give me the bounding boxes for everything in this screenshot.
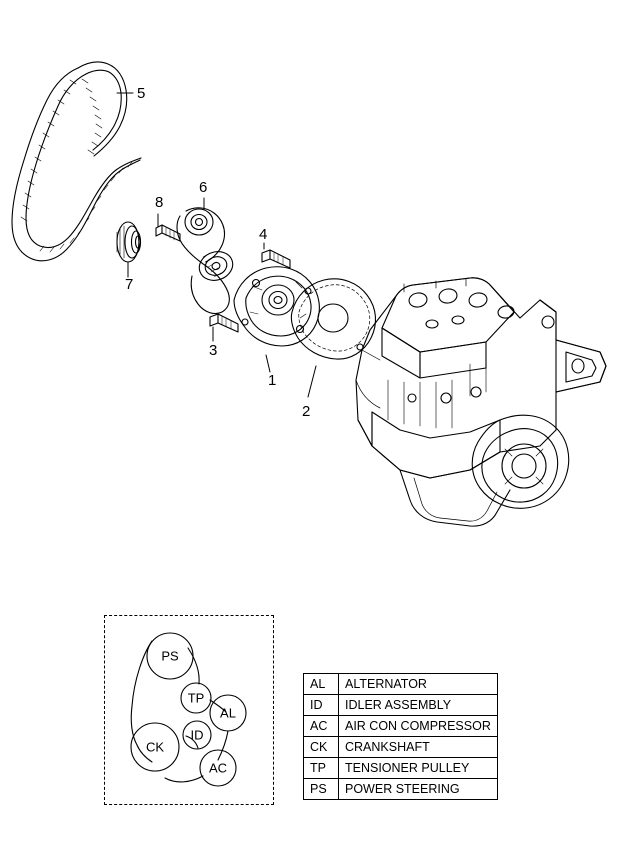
callout-3: 3 xyxy=(209,342,218,359)
engine-block-illustration xyxy=(356,278,606,526)
legend-row xyxy=(304,758,498,779)
serpentine-belt-illustration xyxy=(12,62,141,261)
bolt-8-illustration xyxy=(156,214,180,241)
callout-1: 1 xyxy=(268,372,277,389)
pulley-label-tp: TP xyxy=(187,690,205,706)
legend-code: CK xyxy=(304,737,339,758)
pulley-label-ck: CK xyxy=(145,739,165,755)
gasket-illustration xyxy=(291,279,375,397)
legend-row xyxy=(304,695,498,716)
callout-2: 2 xyxy=(302,403,311,420)
legend-desc: TENSIONER PULLEY xyxy=(339,758,498,779)
legend-code: AL xyxy=(304,674,339,695)
bolt-4-illustration xyxy=(262,243,290,268)
legend-row xyxy=(304,779,498,800)
legend-row xyxy=(304,737,498,758)
callout-4: 4 xyxy=(259,226,268,243)
pulley-label-ac: AC xyxy=(208,760,228,776)
legend-row xyxy=(304,674,498,695)
legend-table xyxy=(303,673,498,800)
legend-desc: ALTERNATOR xyxy=(339,674,498,695)
pulley-label-ps: PS xyxy=(161,648,179,664)
callout-7: 7 xyxy=(125,276,134,293)
legend-desc: IDLER ASSEMBLY xyxy=(339,695,498,716)
legend-code: ID xyxy=(304,695,339,716)
tensioner-assembly-illustration xyxy=(177,198,237,314)
callout-5: 5 xyxy=(137,85,146,102)
legend-desc: CRANKSHAFT xyxy=(339,737,498,758)
bolt-3-illustration xyxy=(210,314,238,341)
callout-6: 6 xyxy=(199,179,208,196)
pulley-label-al: AL xyxy=(220,705,236,721)
legend-code: PS xyxy=(304,779,339,800)
belt-routing-box xyxy=(104,615,274,805)
legend-code: TP xyxy=(304,758,339,779)
pulley-label-id: ID xyxy=(190,727,204,743)
legend-desc: POWER STEERING xyxy=(339,779,498,800)
idler-pulley-illustration xyxy=(117,222,141,277)
legend-code: AC xyxy=(304,716,339,737)
legend-row xyxy=(304,716,498,737)
legend-desc: AIR CON COMPRESSOR xyxy=(339,716,498,737)
callout-8: 8 xyxy=(155,194,164,211)
pump-housing-illustration xyxy=(234,267,319,372)
